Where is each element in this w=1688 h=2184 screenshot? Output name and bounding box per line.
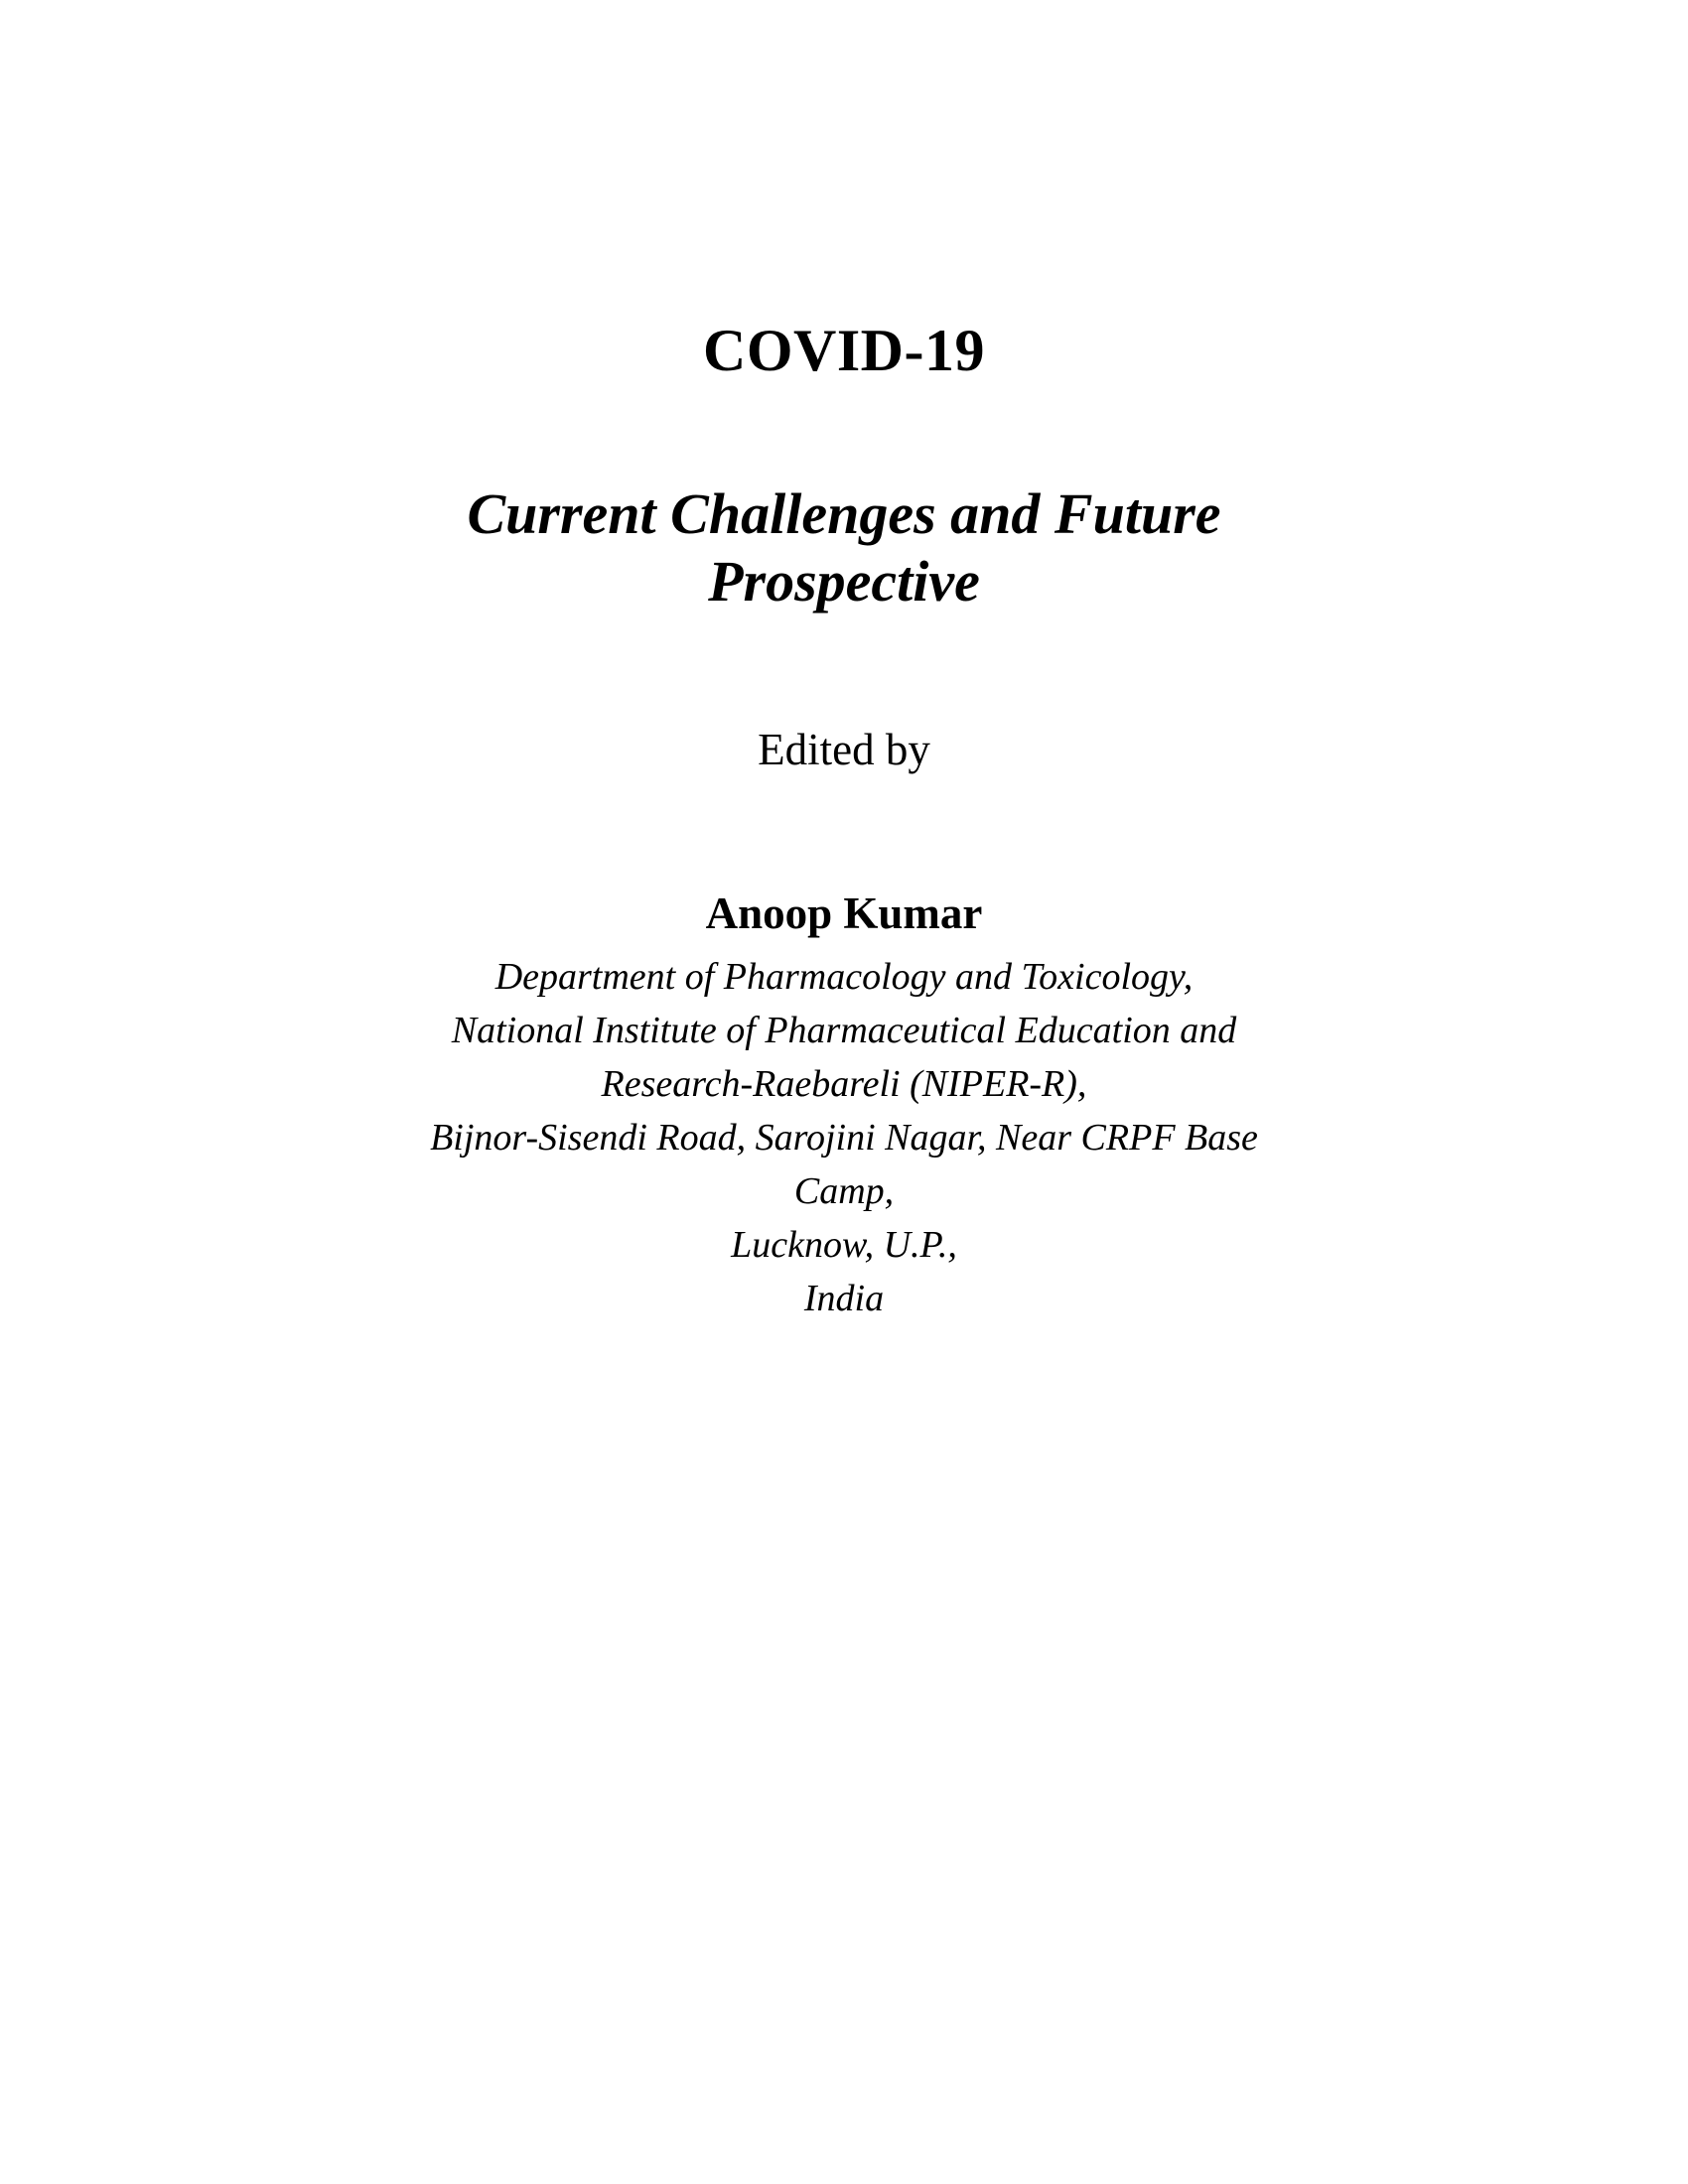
affiliation-line: National Institute of Pharmaceutical Education and	[451, 1009, 1237, 1051]
edited-by-label: Edited by	[758, 724, 930, 774]
affiliation-line: Research-Raebareli (NIPER-R),	[601, 1062, 1087, 1105]
affiliation-line: Department of Pharmacology and Toxicology,	[494, 955, 1194, 998]
title-block	[248, 0, 1440, 1326]
page-title: COVID-19	[703, 318, 985, 383]
affiliation-line: Camp,	[793, 1169, 895, 1212]
page-subtitle: Current Challenges and Future Prospective	[467, 481, 1221, 614]
affiliation-line: Lucknow, U.P.,	[731, 1223, 957, 1266]
affiliation-line: India	[803, 1277, 885, 1319]
editor-affiliation	[248, 951, 1440, 1326]
editor-name: Anoop Kumar	[705, 887, 983, 938]
affiliation-line: Bijnor-Sisendi Road, Sarojini Nagar, Near CRPF Base	[430, 1116, 1258, 1159]
